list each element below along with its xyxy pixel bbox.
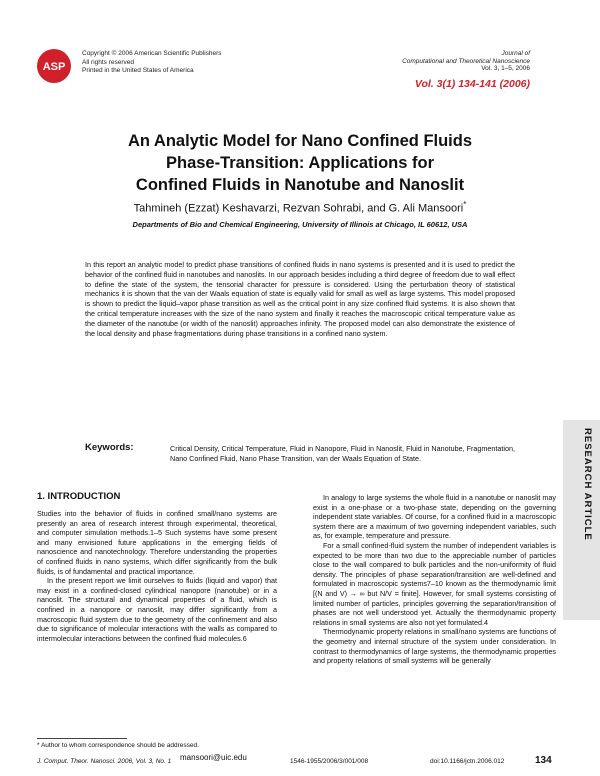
affiliation: Departments of Bio and Chemical Engineering, University of Illinois at Chicago, IL 60612, USA xyxy=(132,220,468,229)
publisher-logo-text: ASP xyxy=(42,61,66,73)
keywords: Critical Density, Critical Temperature, Fluid in Nanopore, Fluid in Nanoslit, Fluid in Nanotube, Fragmentation, Nano Confined Fluid, Nano Phase Transition, van der Waals Equation of State. xyxy=(170,444,515,463)
footer-doi[interactable]: doi:10.1166/jctn.2006.012 xyxy=(430,758,505,765)
paragraph: In analogy to large systems the whole fluid in a nanotube or nanoslit may exist in a one-phase or a two-phase state, depending on the governing independent state variables. Of course, for a confined fluid in a macroscopic system there are a maximum of two governing independent variables, such as, for example, temperature and pressure. xyxy=(313,493,556,541)
title-line: Phase-Transition: Applications for xyxy=(165,154,434,172)
footer-issn: 1546-1955/2006/3/001/008 xyxy=(290,758,369,765)
journal-line: Journal of xyxy=(501,50,530,57)
page-number: 134 xyxy=(535,755,552,766)
paragraph: Studies into the behavior of fluids in confined small/nano systems are presently an area of research interest through experimental, theoretical, and computer simulation methods.1–5 Such systems have some present and many envisioned future applications in the emerging fields of nanoscience and nanotechnology. Therefore understanding the properties of confined fluids in nano systems, which differ significantly from the bulk fluids, is of fundamental and practical importance. xyxy=(37,509,277,576)
copyright-block xyxy=(82,50,222,76)
publisher-logo xyxy=(36,48,72,84)
title-line: An Analytic Model for Nano Confined Fluids xyxy=(127,132,473,150)
authors xyxy=(40,200,560,215)
article-type-tab xyxy=(563,420,600,620)
paragraph: Thermodynamic property relations in small/nano systems are functions of the geometry and internal structure of the system under consideration. In contrast to thermodynamics of large systems, the thermodynamic properties and property relations of small systems will be generally xyxy=(313,627,556,666)
left-column xyxy=(37,509,277,643)
journal-line: Vol. 3, 1–5, 2006 xyxy=(481,65,530,72)
journal-block xyxy=(330,50,530,73)
footer-journal-ref: J. Comput. Theor. Nanosci. 2006, Vol. 3, No. 1 xyxy=(37,758,172,765)
copyright-line: Copyright © 2006 American Scientific Publishers xyxy=(82,50,222,57)
copyright-line: Printed in the United States of America xyxy=(82,67,194,74)
article-title xyxy=(40,130,560,196)
footnote: * Author to whom correspondence should be addressed. xyxy=(37,742,199,749)
journal-line: Computational and Theoretical Nanoscience xyxy=(402,57,530,65)
paragraph: In the present report we limit ourselves to fluids (liquid and vapor) that may exist in a confined-closed cylindrical nanopore (nanotube) or in a nanoslit. The structural and dynamical properties of a fluid, which is confined in a nanopore or nanoslit, may differ significantly from a macroscopic fluid system due to the geometry of the confinement and also due to significance of molecular interactions with the walls as compared to intermolecular interactions between the confined fluid molecules.6 xyxy=(37,576,277,643)
corresponding-mark: * xyxy=(463,200,467,209)
author-email[interactable]: mansoori@uic.edu xyxy=(180,753,247,762)
article-type-label: RESEARCH ARTICLE xyxy=(582,428,593,541)
footnote-rule xyxy=(37,738,127,739)
paragraph: For a small confined-fluid system the number of independent variables is expected to be more than two due to the appreciable number of particles close to the wall compared to bulk particles and the non-uniformity of fluid density. The principles of phase separation/transition are well-defined and formulated in macroscopic systems7–10 known as the thermodynamic limit [(N and V) → ∞ but N/V = finite]. However, for small systems consisting of limited number of particles, principles governing the separation/transition of phases are not well understood yet. Actually the thermodynamic property relations in small systems are also not yet formulated.4 xyxy=(313,540,556,627)
volume-citation: Vol. 3(1) 134-141 (2006) xyxy=(414,78,530,90)
title-line: Confined Fluids in Nanotube and Nanoslit xyxy=(135,176,465,194)
right-column xyxy=(313,493,556,666)
author-names: Tahmineh (Ezzat) Keshavarzi, Rezvan Sohrabi, and G. Ali Mansoori xyxy=(133,202,464,215)
keywords-label: Keywords: xyxy=(85,442,134,453)
section-heading: 1. INTRODUCTION xyxy=(37,491,121,502)
abstract: In this report an analytic model to predict phase transitions of confined fluids in nano systems is presented and it is used to predict the behavior of the confined fluid in nanotubes and nanoslits. In our approach besides including a third degree of freedom due to wall effect to define the state of the system, the tensorial character for pressure is considered. Using the perturbation theory of statistical mechanics it is shown that the van der Waals equation of state is equally valid for small as well as large systems. This model proposed is shown to predict the liquid–vapor phase transition as well as the critical point in any size confined fluid systems. It is also shown that the critical temperature increases with the size of the nano system and finally it reaches the macroscopic critical temperature value as the diameter of the nanotube (or width of the nanoslit) approaches infinity. The proposed model can also demonstrate the existence of the local density and phase fragmentations during phase transitions in a confined nano system. xyxy=(85,260,515,338)
copyright-line: All rights reserved xyxy=(82,58,135,66)
